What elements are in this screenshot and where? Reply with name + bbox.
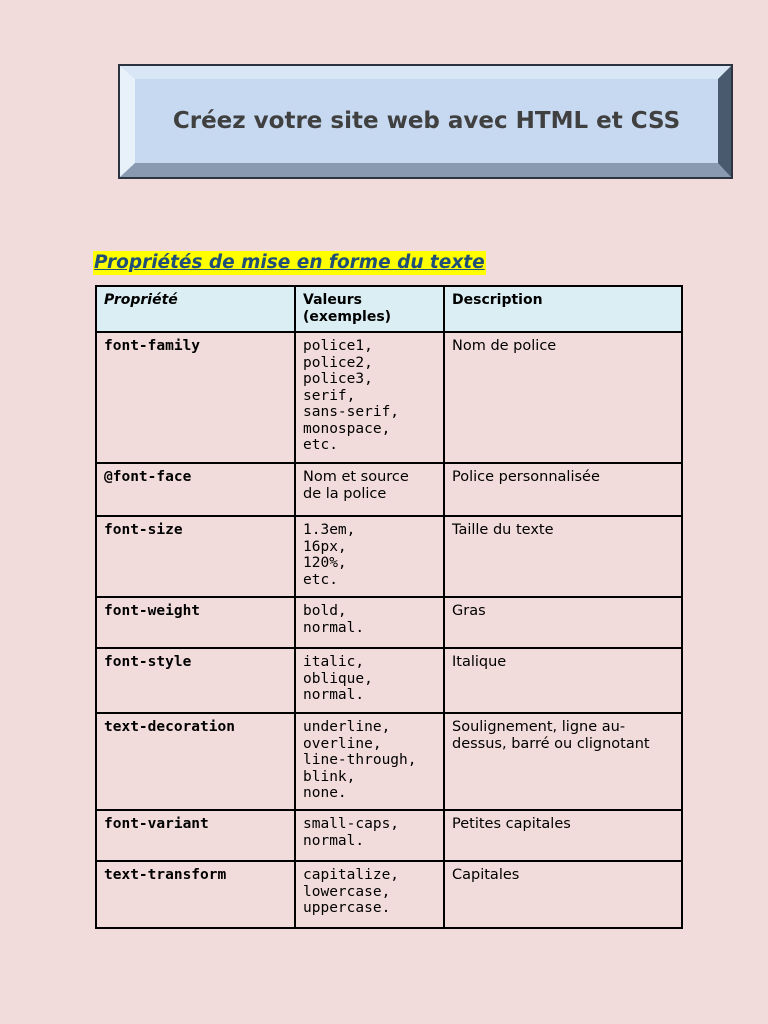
description-cell: Taille du texte (444, 516, 682, 597)
value-line: Nom et source (303, 469, 409, 485)
value-line: overline, (303, 735, 382, 752)
value-line: monospace, (303, 420, 391, 437)
value-line: etc. (303, 571, 338, 588)
property-cell: font-variant (96, 810, 295, 861)
values-cell (295, 516, 444, 597)
table-row (96, 648, 682, 713)
description-cell: Petites capitales (444, 810, 682, 861)
values-cell (295, 332, 444, 463)
value-line: normal. (303, 619, 365, 636)
property-cell: font-family (96, 332, 295, 463)
value-line: capitalize, (303, 867, 400, 883)
value-line: line-through, (303, 752, 417, 768)
values-cell (295, 861, 444, 928)
table-row (96, 861, 682, 928)
table-row (96, 516, 682, 597)
value-line: small-caps, (303, 816, 400, 832)
values-cell (295, 810, 444, 861)
value-line: uppercase. (303, 900, 391, 916)
property-cell: font-size (96, 516, 295, 597)
section-heading: Propriétés de mise en forme du texte (94, 252, 485, 273)
value-line: bold, (303, 603, 347, 619)
value-line: none. (303, 785, 347, 801)
value-line: italic, (303, 654, 365, 670)
values-cell (295, 597, 444, 648)
title-banner (120, 66, 731, 177)
property-cell: text-transform (96, 861, 295, 928)
page-title: Créez votre site web avec HTML et CSS (172, 107, 681, 134)
value-line: police1, (303, 338, 373, 354)
table-row (96, 597, 682, 648)
table-row (96, 810, 682, 861)
header-property: Propriété (96, 286, 295, 332)
value-line: police2, (303, 354, 373, 371)
table-header-row (96, 286, 682, 332)
property-cell: text-decoration (96, 713, 295, 810)
description-cell: Italique (444, 648, 682, 713)
value-line: 120%, (303, 555, 347, 571)
table-row (96, 713, 682, 810)
value-line: lowercase, (303, 883, 391, 900)
property-cell: font-weight (96, 597, 295, 648)
description-cell: Gras (444, 597, 682, 648)
value-line: de la police (303, 485, 387, 502)
value-line: blink, (303, 768, 356, 785)
value-line: 1.3em, (303, 522, 356, 538)
header-description: Description (444, 286, 682, 332)
value-line: 16px, (303, 538, 347, 555)
value-line: oblique, (303, 670, 373, 687)
description-cell: Soulignement, ligne au-dessus, barré ou clignotant (444, 713, 682, 810)
header-values: Valeurs (exemples) (295, 286, 444, 332)
table-row (96, 332, 682, 463)
value-line: normal. (303, 832, 365, 849)
value-line: underline, (303, 719, 391, 735)
description-cell: Police personnalisée (444, 463, 682, 516)
properties-table (95, 285, 683, 929)
value-line: etc. (303, 437, 338, 453)
property-cell: @font-face (96, 463, 295, 516)
description-cell: Nom de police (444, 332, 682, 463)
value-line: normal. (303, 687, 365, 703)
table-row (96, 463, 682, 516)
values-cell (295, 713, 444, 810)
value-line: sans-serif, (303, 404, 400, 420)
description-cell: Capitales (444, 861, 682, 928)
value-line: serif, (303, 387, 356, 404)
property-cell: font-style (96, 648, 295, 713)
value-line: police3, (303, 371, 373, 387)
values-cell (295, 463, 444, 516)
values-cell (295, 648, 444, 713)
